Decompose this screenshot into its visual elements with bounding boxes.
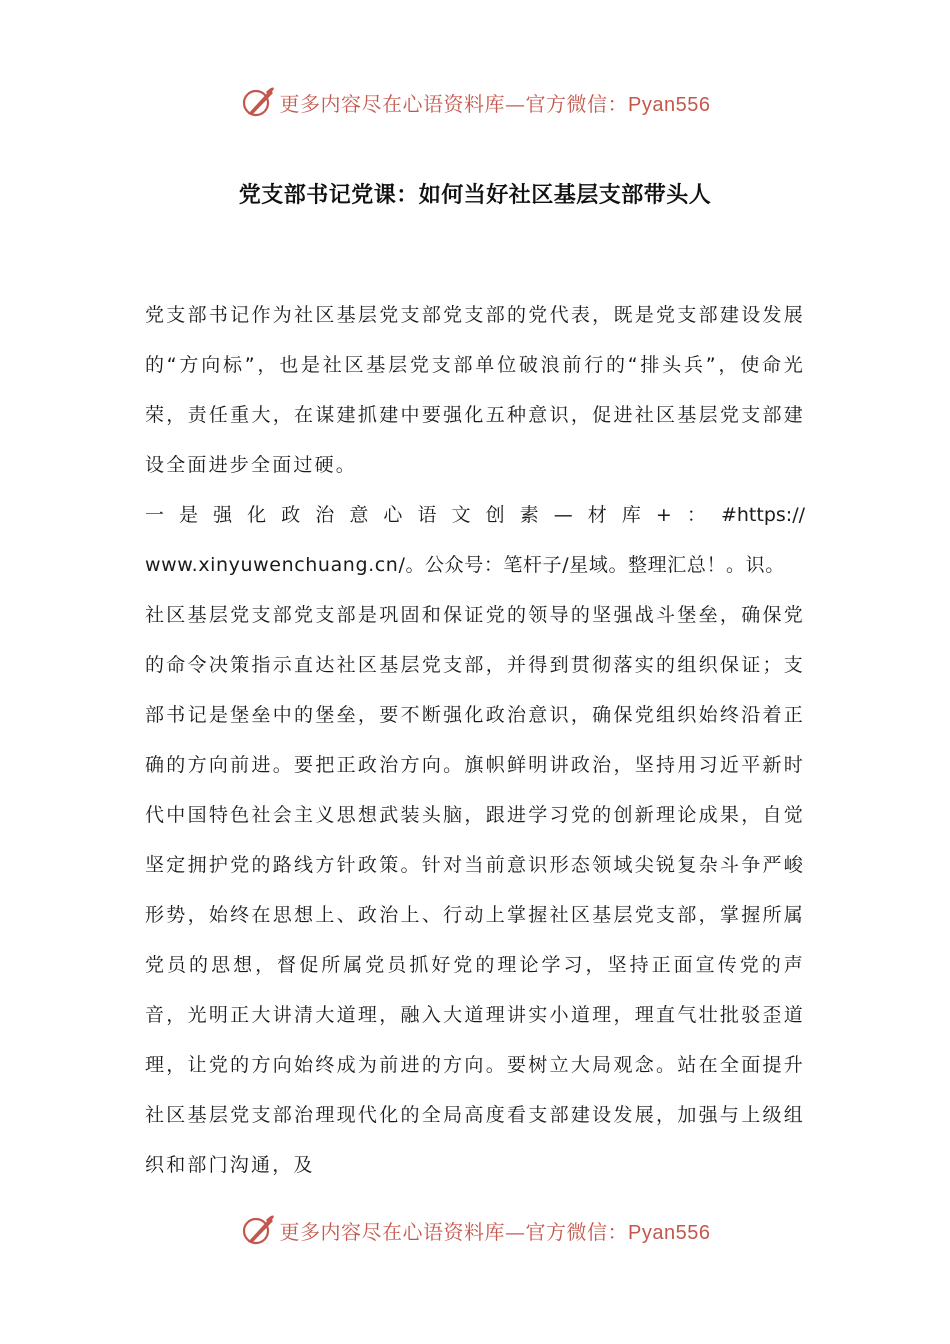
document-body bbox=[145, 290, 805, 1190]
footer-banner-text: 更多内容尽在心语资料库—官方微信：Pyan556 bbox=[279, 1219, 711, 1244]
document-title: 党支部书记党课：如何当好社区基层支部带头人 bbox=[238, 182, 712, 208]
header-banner-text: 更多内容尽在心语资料库—官方微信：Pyan556 bbox=[279, 91, 711, 116]
paragraph-section-heading: 一是强化政治意心语文创素—材库+：#https:// bbox=[145, 504, 805, 526]
paragraph-intro: 党支部书记作为社区基层党支部党支部的党代表，既是党支部建设发展的“方向标”，也是社区基层党支部单位破浪前行的“排头兵”，使命光荣，责任重大，在谋建抓建中要强化五种意识，促进社区基层党支部建设全面进步全面过硬。 bbox=[145, 304, 805, 476]
quill-pen-logo-icon bbox=[240, 84, 276, 120]
footer-banner bbox=[0, 1208, 950, 1252]
header-banner bbox=[0, 80, 950, 124]
paragraph-main: 社区基层党支部党支部是巩固和保证党的领导的坚强战斗堡垒，确保党的命令决策指示直达社区基层党支部，并得到贯彻落实的组织保证；支部书记是堡垒中的堡垒，要不断强化政治意识，确保党组织始终沿着正确的方向前进。要把正政治方向。旗帜鲜明讲政治，坚持用习近平新时代中国特色社会主义思想武装头脑，跟进学习党的创新理论成果，自觉坚定拥护党的路线方针政策。针对当前意识形态领域尖锐复杂斗争严峻形势，始终在思想上、政治上、行动上掌握社区基层党支部，掌握所属党员的思想，督促所属党员抓好党的理论学习，坚持正面宣传党的声音，光明正大讲清大道理，融入大道理讲实小道理，理直气壮批驳歪道理，让党的方向始终成为前进的方向。要树立大局观念。站在全面提升社区基层党支部治理现代化的全局高度看支部建设发展，加强与上级组织和部门沟通，及 bbox=[145, 604, 805, 1176]
paragraph-url-line: www.xinyuwenchuang.cn/。公众号：笔杆子/星域。整理汇总！。识。 bbox=[145, 554, 785, 576]
quill-pen-logo-icon bbox=[240, 1212, 276, 1248]
